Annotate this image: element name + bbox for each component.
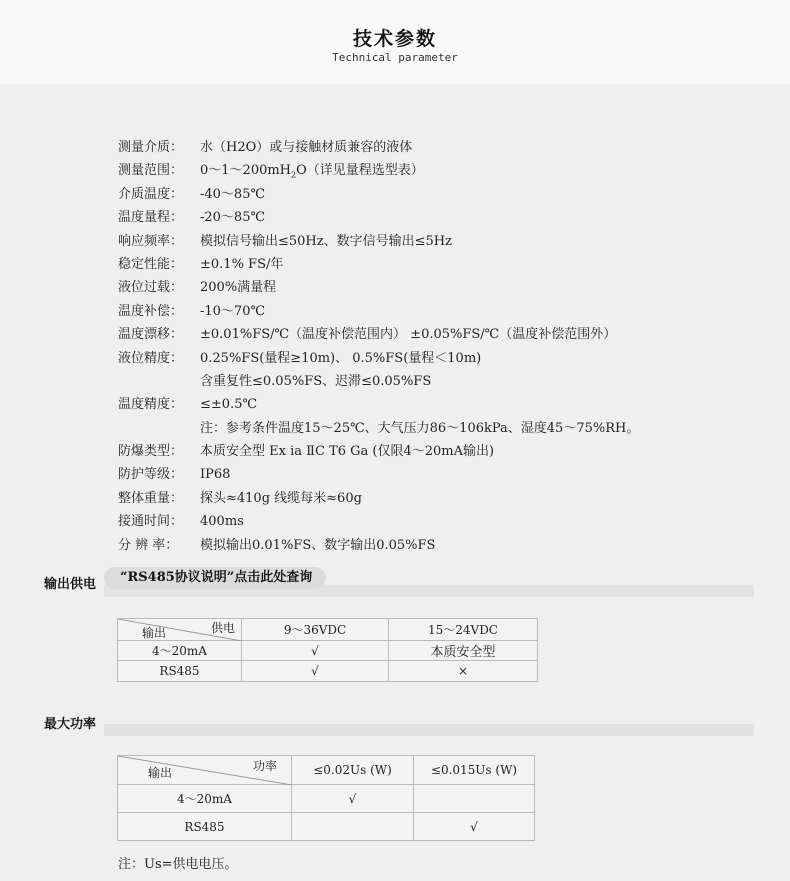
param-row [118,534,639,557]
page-title: 技术参数 [352,28,437,50]
param-row [118,440,639,463]
param-row [118,393,639,416]
table-header-row [118,619,538,641]
output-supply-table [117,618,538,682]
param-label: 液位过载： [118,280,184,296]
footnote: 注：Us=供电电压。 [118,857,238,872]
table-cell: √ [414,813,535,841]
table-cell: × [389,661,538,682]
param-row [118,276,639,299]
param-value: ±0.1% FS/年 [200,256,284,272]
table-row [118,785,535,813]
param-value: 模拟信号输出≤50Hz、数字信号输出≤5Hz [200,233,452,249]
param-row [118,487,639,510]
table-corner-cell [118,619,242,641]
param-row [118,253,639,276]
param-label: 测量范围： [118,163,184,179]
param-row [118,136,639,159]
section-divider [104,724,754,736]
max-power-heading: 最大功率 [44,717,97,732]
page-header [0,0,790,84]
param-value-main: 0～1～200mH [200,163,292,179]
table-cell: √ [242,641,389,661]
param-label: 测量介质： [118,140,184,155]
param-value: 水（H2O）或与接触材质兼容的液体 [200,140,413,155]
param-label: 防护等级： [118,467,184,483]
column-header: ≤0.02Us (W) [292,756,414,785]
parameter-list [118,136,639,557]
param-label: 整体重量： [118,490,184,506]
param-value: -10～70℃ [200,303,266,319]
param-value: IP68 [200,467,231,483]
column-header: 9～36VDC [242,619,389,641]
param-value: 400ms [200,514,244,530]
corner-bottom-label: 输出 [148,766,173,780]
row-header: RS485 [118,813,292,841]
corner-bottom-label: 输出 [142,626,167,640]
param-value: -40～85℃ [200,186,266,202]
param-label: 介质温度： [118,186,184,202]
table-cell: 本质安全型 [389,641,538,661]
param-row [118,159,639,182]
param-row [118,323,639,346]
param-label: 温度精度： [118,397,184,413]
param-value: -20～85℃ [200,210,266,226]
corner-top-label: 功率 [252,759,277,773]
table-cell [414,785,535,813]
param-row [118,510,639,533]
param-label: 温度量程： [118,210,184,226]
output-supply-heading: 输出供电 [44,577,97,592]
param-label: 温度补偿： [118,303,184,319]
param-row [118,347,639,370]
param-row [118,417,639,440]
param-row [118,300,639,323]
param-label [118,370,200,393]
row-header: RS485 [118,661,242,682]
param-row [118,370,639,393]
table-cell: √ [242,661,389,682]
param-value: ≤±0.5℃ [200,397,258,413]
param-value: 模拟输出0.01%FS、数字输出0.05%FS [200,537,436,553]
param-value [200,159,424,182]
param-row [118,230,639,253]
param-row [118,206,639,229]
table-row [118,661,538,682]
param-label: 液位精度： [118,350,184,366]
table-cell: √ [292,785,414,813]
param-value: 200%满量程 [200,280,277,296]
param-value: 0.25%FS(量程≥10m)、 0.5%FS(量程＜10m) [200,350,482,366]
param-label: 分 辨 率： [118,537,179,553]
param-label: 防爆类型： [118,444,184,460]
table-row [118,641,538,661]
page-subtitle: Technical parameter [332,51,458,64]
rs485-protocol-link[interactable]: “RS485协议说明”点击此处查询 [104,567,326,589]
param-value-tail: O（详见量程选型表） [296,163,424,179]
param-label: 响应频率： [118,233,184,249]
max-power-table [117,755,535,841]
param-row [118,463,639,486]
corner-top-label: 供电 [210,621,235,635]
param-label: 稳定性能： [118,256,184,272]
param-label: 接通时间： [118,514,184,530]
param-value: 注：参考条件温度15～25℃、大气压力86～106kPa、湿度45～75%RH。 [200,420,640,436]
table-cell [292,813,414,841]
table-header-row [118,756,535,785]
param-value: ±0.01%FS/℃（温度补偿范围内） ±0.05%FS/℃（温度补偿范围外） [200,327,617,343]
table-row [118,813,535,841]
row-header: 4～20mA [118,785,292,813]
param-value: 探头≈410g 线缆每米≈60g [200,490,362,506]
row-header: 4～20mA [118,641,242,661]
param-value: 本质安全型 Ex ia ⅡC T6 Ga (仅限4～20mA输出) [200,444,495,460]
param-label: 温度漂移： [118,327,184,343]
param-row [118,183,639,206]
column-header: ≤0.015Us (W) [414,756,535,785]
param-value: 含重复性≤0.05%FS、迟滞≤0.05%FS [200,373,432,389]
param-value-subscript: 2 [291,170,297,180]
table-corner-cell [118,756,292,785]
column-header: 15～24VDC [389,619,538,641]
param-label [118,417,200,440]
